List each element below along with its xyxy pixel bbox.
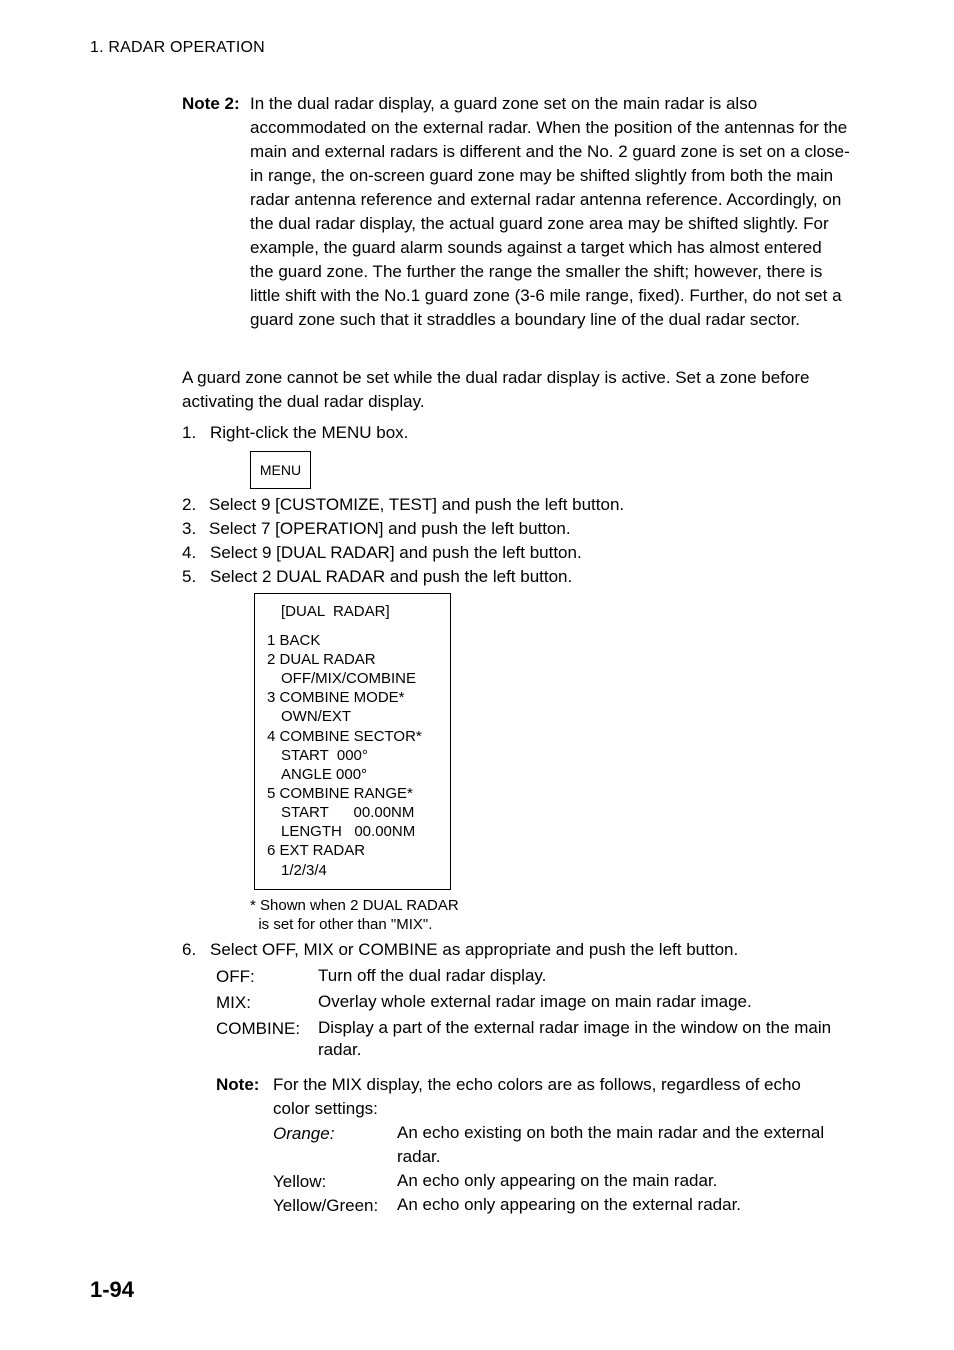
running-header: 1. RADAR OPERATION [90,39,265,56]
option-description: Display a part of the external radar image in the window on the main radar. [318,1018,832,1059]
option-term: COMBINE: [216,1019,301,1038]
dual-menu-line: 5 COMBINE RANGE* [267,785,413,802]
dual-menu-line: START 000° [281,747,368,764]
dual-menu-line: 4 COMBINE SECTOR* [267,728,422,745]
menu-box-illustration: MENU [250,451,311,489]
step-number: 3. [182,519,197,538]
dual-menu-line: OFF/MIX/COMBINE [281,670,416,687]
color-term: Yellow/Green: [273,1196,379,1215]
dual-menu-line: OWN/EXT [281,708,351,725]
note2-label: Note 2: [182,94,240,113]
option-description: Turn off the dual radar display. [318,966,547,985]
note-text: For the MIX display, the echo colors are as follows, regardless of echo color settings: [273,1075,801,1118]
dual-menu-line: ANGLE 000° [281,766,368,783]
dual-menu-line: 3 COMBINE MODE* [267,689,405,706]
step-text: Select 9 [DUAL RADAR] and push the left button. [210,543,582,562]
step-number: 6. [182,940,197,959]
intro-paragraph: A guard zone cannot be set while the dual radar display is active. Set a zone before activating the dual radar display. [182,368,810,411]
dual-menu-line: 1/2/3/4 [281,862,327,879]
step-text: Select 7 [OPERATION] and push the left button. [209,519,571,538]
dual-radar-menu-illustration [254,593,451,890]
footnote: * Shown when 2 DUAL RADAR is set for other than "MIX". [250,897,459,933]
color-description: An echo existing on both the main radar and the external radar. [397,1123,825,1166]
color-term: Orange: [273,1124,335,1143]
option-description: Overlay whole external radar image on main radar image. [318,992,752,1011]
dual-menu-line: START 00.00NM [281,804,415,821]
note-label: Note: [216,1075,260,1094]
step-text: Select 9 [CUSTOMIZE, TEST] and push the left button. [209,495,625,514]
dual-menu-line: LENGTH 00.00NM [281,823,416,840]
note2-text: In the dual radar display, a guard zone set on the main radar is also accommodated on the external radar. When the position of the antennas for the main and external radars is different and the No. 2 guard zone is set on a close-in range, the on-screen guard zone may be shifted slightly from both the main radar antenna reference and external radar antenna reference. Accordingly, on the dual radar display, the actual guard zone area may be shifted slightly. For example, the guard alarm sounds against a target which has almost entered the guard zone. The further the range the smaller the shift; however, there is little shift with the No.1 guard zone (3-6 mile range, fixed). Further, do not set a guard zone such that it straddles a boundary line of the dual radar sector. [250,94,850,329]
step-number: 5. [182,567,197,586]
option-term: MIX: [216,993,251,1012]
color-description: An echo only appearing on the main radar. [397,1171,718,1190]
page-number: 1-94 [90,1277,135,1302]
option-term: OFF: [216,967,255,986]
step-text: Select OFF, MIX or COMBINE as appropriate and push the left button. [210,940,739,959]
dual-menu-line: 6 EXT RADAR [267,842,366,859]
step-number: 1. [182,423,197,442]
step-number: 4. [182,543,197,562]
color-term: Yellow: [273,1172,327,1191]
dual-menu-line: 2 DUAL RADAR [267,651,376,668]
step-text: Select 2 DUAL RADAR and push the left button. [210,567,573,586]
color-description: An echo only appearing on the external radar. [397,1195,742,1214]
dual-menu-title: [DUAL RADAR] [281,603,390,620]
dual-menu-line: 1 BACK [267,632,321,649]
step-text: Right-click the MENU box. [210,423,409,442]
step-number: 2. [182,495,197,514]
